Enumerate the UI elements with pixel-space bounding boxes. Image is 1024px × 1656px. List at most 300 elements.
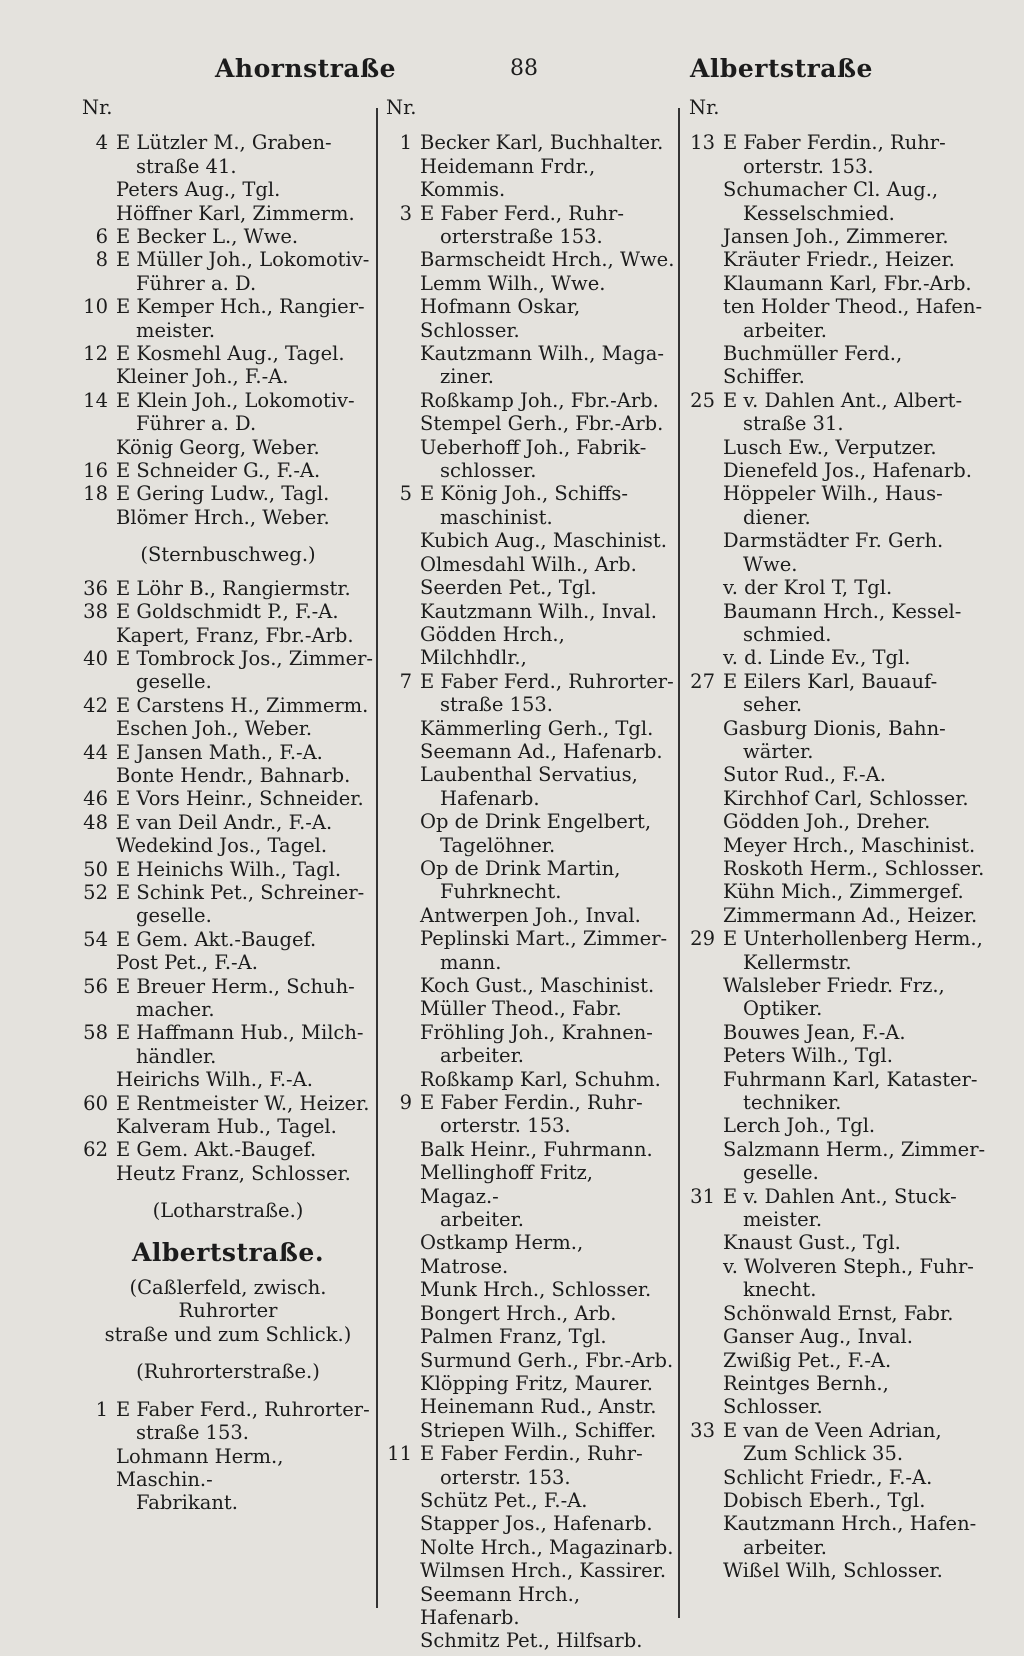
directory-entry — [386, 1512, 676, 1535]
directory-entry — [689, 1512, 989, 1559]
directory-entry — [386, 810, 676, 857]
resident-text: E Gering Ludw., Tagl. — [116, 482, 330, 506]
resident-text-continued: seher. — [743, 693, 803, 717]
directory-entry — [82, 225, 374, 248]
house-number: 16 — [83, 459, 108, 483]
directory-entry — [386, 1395, 676, 1418]
directory-entry — [82, 365, 374, 388]
directory-entry — [689, 1349, 989, 1372]
resident-text: Heirichs Wilh., F.-A. — [116, 1068, 313, 1092]
street-section-description: (Caßlerfeld, zwisch. Ruhrorter — [129, 1276, 327, 1323]
resident-text-continued: Zum Schlick 35. — [743, 1442, 904, 1466]
directory-entry — [386, 1231, 676, 1278]
entry-list — [689, 131, 989, 1582]
directory-entry — [82, 951, 374, 974]
house-number: 31 — [690, 1184, 715, 1208]
directory-entry — [82, 881, 374, 928]
resident-text: E Müller Joh., Lokomotiv- — [116, 248, 370, 272]
directory-entry — [82, 1068, 374, 1091]
resident-text: Dobisch Eberh., Tgl. — [723, 1488, 926, 1512]
resident-text: Müller Theod., Fabr. — [420, 997, 622, 1021]
directory-entry — [386, 1583, 676, 1630]
directory-entry — [689, 1068, 989, 1115]
resident-text: Op de Drink Martin, — [420, 856, 621, 880]
resident-text-continued: arbeiter. — [743, 318, 827, 342]
resident-text-continued: händler. — [136, 1044, 217, 1068]
resident-text: Olmesdahl Wilh., Arb. — [420, 552, 637, 576]
house-number: 52 — [83, 880, 108, 904]
directory-entry — [689, 1231, 989, 1254]
resident-text: Schönwald Ernst, Fabr. — [723, 1301, 954, 1325]
resident-text-continued: orterstr. 153. — [743, 154, 874, 178]
resident-text: Meyer Hrch., Maschinist. — [723, 833, 976, 857]
directory-entry — [82, 1162, 374, 1185]
resident-text: Post Pet., F.-A. — [116, 951, 258, 975]
directory-entry — [386, 974, 676, 997]
house-number: 60 — [83, 1091, 108, 1115]
directory-entry — [386, 763, 676, 810]
directory-entry — [386, 997, 676, 1020]
resident-text-continued: geselle. — [743, 1161, 819, 1185]
directory-entry — [386, 1161, 676, 1231]
directory-entry — [689, 1185, 989, 1232]
resident-text-continued: Kellermstr. — [743, 950, 852, 974]
page-number: 88 — [510, 56, 538, 81]
resident-text: Laubenthal Servatius, — [420, 763, 638, 787]
resident-text: Bouwes Jean, F.-A. — [723, 1020, 906, 1044]
column-divider-1 — [376, 108, 378, 1608]
entry-list — [82, 131, 374, 529]
resident-text-continued: diener. — [743, 505, 811, 529]
resident-text: Kautzmann Wilh., Inval. — [420, 599, 657, 623]
directory-entry — [82, 694, 374, 717]
directory-entry — [386, 1629, 676, 1652]
resident-text: Lerch Joh., Tgl. — [723, 1114, 876, 1138]
directory-entry — [689, 1114, 989, 1137]
directory-entry — [689, 927, 989, 974]
resident-text: Op de Drink Engelbert, — [420, 810, 652, 834]
directory-entry — [689, 810, 989, 833]
resident-text: E Tombrock Jos., Zimmer- — [116, 646, 374, 670]
resident-text-continued: orterstr. 153. — [440, 1465, 571, 1489]
resident-text: Gasburg Dionis, Bahn- — [723, 716, 946, 740]
resident-text-continued: techniker. — [743, 1091, 842, 1115]
directory-entry — [82, 647, 374, 694]
directory-entry — [82, 436, 374, 459]
directory-entry — [82, 1398, 374, 1445]
resident-text-continued: meister. — [743, 1208, 823, 1232]
resident-text: ten Holder Theod., Hafen- — [723, 295, 983, 319]
house-number: 48 — [83, 810, 108, 834]
resident-text: Kräuter Friedr., Heizer. — [723, 248, 955, 272]
resident-text: Roßkamp Karl, Schuhm. — [420, 1067, 661, 1091]
resident-text: E Faber Ferdin., Ruhr- — [420, 1442, 643, 1466]
resident-text: Mellinghoff Fritz, Magaz.- — [420, 1161, 594, 1208]
directory-entry — [689, 131, 989, 178]
directory-entry — [82, 928, 374, 951]
house-number: 54 — [83, 927, 108, 951]
resident-text: E van de Veen Adrian, — [723, 1418, 942, 1442]
directory-entry — [386, 248, 676, 271]
resident-text: E Klein Joh., Lokomotiv- — [116, 388, 355, 412]
resident-text-continued: geselle. — [136, 670, 212, 694]
resident-text: Kalveram Hub., Tagel. — [116, 1115, 337, 1139]
resident-text: Ostkamp Herm., Matrose. — [420, 1231, 584, 1278]
resident-text-continued: wärter. — [743, 739, 814, 763]
directory-entry — [82, 1115, 374, 1138]
resident-text-continued: ziner. — [440, 365, 494, 389]
directory-entry — [386, 1325, 676, 1348]
resident-text: Höffner Karl, Zimmerm. — [116, 201, 355, 225]
resident-text: Becker Karl, Buchhalter. — [420, 131, 664, 155]
directory-entry — [386, 482, 676, 529]
resident-text: Kautzmann Wilh., Maga- — [420, 342, 664, 366]
resident-text: Stapper Jos., Hafenarb. — [420, 1512, 653, 1536]
resident-text-continued: straße 153. — [136, 1421, 249, 1445]
directory-entry — [689, 529, 989, 576]
directory-entry — [689, 1021, 989, 1044]
directory-entry — [689, 1138, 989, 1185]
directory-entry — [689, 1466, 989, 1489]
directory-entry — [82, 834, 374, 857]
directory-entry — [689, 600, 989, 647]
resident-text: Darmstädter Fr. Gerh. — [723, 529, 944, 553]
resident-text: Sutor Rud., F.-A. — [723, 763, 886, 787]
directory-entry — [689, 717, 989, 764]
resident-text-continued: straße 31. — [743, 412, 844, 436]
resident-text: Knaust Gust., Tgl. — [723, 1231, 901, 1255]
resident-text: E Goldschmidt P., F.-A. — [116, 600, 339, 624]
resident-text: E Unterhollenberg Herm., — [723, 927, 983, 951]
resident-text: Kautzmann Hrch., Hafen- — [723, 1512, 977, 1536]
directory-entry — [689, 646, 989, 669]
resident-text-continued: Führer a. D. — [136, 412, 257, 436]
directory-entry — [689, 1044, 989, 1067]
column-2 — [386, 96, 676, 1653]
resident-text: E v. Dahlen Ant., Albert- — [723, 388, 963, 412]
resident-text: Lusch Ew., Verputzer. — [723, 435, 937, 459]
resident-text-continued: schlosser. — [440, 459, 537, 483]
house-number: 56 — [83, 974, 108, 998]
resident-text: Peters Aug., Tgl. — [116, 178, 281, 202]
directory-entry — [82, 764, 374, 787]
directory-entry — [689, 834, 989, 857]
resident-text: E van Deil Andr., F.-A. — [116, 810, 333, 834]
directory-entry — [689, 1255, 989, 1302]
resident-text: Striepen Wilh., Schiffer. — [420, 1418, 657, 1442]
resident-text: Surmund Gerh., Fbr.-Arb. — [420, 1348, 674, 1372]
directory-entry — [386, 412, 676, 435]
resident-text: Salzmann Herm., Zimmer- — [723, 1137, 986, 1161]
resident-text: Balk Heinr., Fuhrmann. — [420, 1137, 653, 1161]
resident-text: König Georg, Weber. — [116, 435, 320, 459]
resident-text: E Faber Ferd., Ruhrorter- — [420, 669, 674, 693]
house-number: 11 — [387, 1442, 412, 1466]
resident-text: Nolte Hrch., Magazinarb. — [420, 1535, 674, 1559]
directory-entry — [82, 389, 374, 436]
resident-text: E Kemper Hch., Rangier- — [116, 295, 365, 319]
resident-text: Gödden Hrch., Milchhdlr., — [420, 622, 565, 670]
directory-entry — [689, 1302, 989, 1325]
directory-entry — [689, 295, 989, 342]
house-number: 3 — [399, 201, 412, 225]
house-number: 25 — [690, 388, 715, 412]
house-number: 7 — [399, 669, 412, 693]
directory-entry — [386, 927, 676, 974]
resident-text-continued: arbeiter. — [743, 1535, 827, 1559]
directory-entry — [386, 1138, 676, 1161]
resident-text-continued: Hafenarb. — [440, 786, 540, 810]
house-number: 1 — [95, 1397, 108, 1421]
resident-text: E Faber Ferdin., Ruhr- — [723, 131, 946, 155]
house-number: 5 — [399, 482, 412, 506]
directory-entry — [386, 1419, 676, 1442]
directory-entry — [82, 600, 374, 623]
resident-text-continued: Wwe. — [743, 552, 798, 576]
directory-entry — [689, 459, 989, 482]
resident-text: Ueberhoff Joh., Fabrik- — [420, 435, 647, 459]
house-number: 44 — [83, 740, 108, 764]
directory-entry — [82, 1021, 374, 1068]
directory-entry — [82, 1445, 374, 1515]
resident-text: Schmitz Pet., Hilfsarb. — [420, 1629, 643, 1653]
directory-entry — [386, 1278, 676, 1301]
resident-text: Antwerpen Joh., Inval. — [420, 903, 641, 927]
resident-text: Palmen Franz, Tgl. — [420, 1325, 607, 1349]
directory-entry — [689, 1489, 989, 1512]
resident-text: Kühn Mich., Zimmergef. — [723, 880, 964, 904]
resident-text-continued: knecht. — [743, 1278, 817, 1302]
directory-entry — [689, 1325, 989, 1348]
resident-text-continued: maschinist. — [440, 505, 553, 529]
resident-text: Klaumann Karl, Fbr.-Arb. — [723, 271, 972, 295]
resident-text-continued: orterstraße 153. — [440, 225, 603, 249]
resident-text: Kleiner Joh., F.-A. — [116, 365, 289, 389]
house-number: 18 — [83, 482, 108, 506]
directory-entry — [689, 904, 989, 927]
directory-entry — [82, 482, 374, 505]
entry-list — [82, 1398, 374, 1515]
resident-text: Buchmüller Ferd., Schiffer. — [723, 342, 903, 389]
street-section-title: Albertstraße. — [131, 1237, 325, 1267]
resident-text: Zwißig Pet., F.-A. — [723, 1348, 892, 1372]
header-left-street: Ahornstraße — [215, 54, 396, 83]
directory-entry — [82, 577, 374, 600]
house-number: 50 — [83, 857, 108, 881]
resident-text-continued: geselle. — [136, 904, 212, 928]
house-number: 33 — [690, 1418, 715, 1442]
resident-text: Bonte Hendr., Bahnarb. — [116, 763, 351, 787]
resident-text: Fröhling Joh., Krahnen- — [420, 1020, 653, 1044]
resident-text-continued: Fabrikant. — [136, 1491, 238, 1515]
house-number: 6 — [95, 225, 108, 249]
nr-label: Nr. — [82, 96, 113, 119]
header-right-street: Albertstraße — [690, 54, 873, 83]
directory-entry — [386, 1021, 676, 1068]
house-number: 8 — [95, 248, 108, 272]
entry-list — [82, 577, 374, 1186]
resident-text: Zimmermann Ad., Heizer. — [723, 903, 978, 927]
directory-entry — [689, 272, 989, 295]
resident-text-continued: Fuhrknecht. — [440, 880, 562, 904]
resident-text: E Faber Ferdin., Ruhr- — [420, 1091, 643, 1115]
resident-text: E Vors Heinr., Schneider. — [116, 787, 364, 811]
directory-entry — [689, 763, 989, 786]
resident-text: E v. Dahlen Ant., Stuck- — [723, 1184, 957, 1208]
directory-entry — [689, 974, 989, 1021]
resident-text: Seemann Ad., Hafenarb. — [420, 739, 663, 763]
resident-text: E Becker L., Wwe. — [116, 225, 299, 249]
directory-entry — [386, 553, 676, 576]
resident-text: Munk Hrch., Schlosser. — [420, 1278, 652, 1302]
directory-entry — [689, 1372, 989, 1419]
directory-entry — [82, 342, 374, 365]
directory-entry — [386, 576, 676, 599]
directory-entry — [386, 529, 676, 552]
resident-text-continued: arbeiter. — [440, 1208, 524, 1232]
cross-street-label: (Sternbuschweg.) — [140, 543, 316, 567]
resident-text: E Löhr B., Rangiermstr. — [116, 576, 351, 600]
resident-text: Lemm Wilh., Wwe. — [420, 271, 606, 295]
resident-text: Kämmerling Gerh., Tgl. — [420, 716, 654, 740]
directory-entry — [689, 857, 989, 880]
resident-text: Peplinski Mart., Zimmer- — [420, 927, 668, 951]
house-number: 62 — [83, 1138, 108, 1162]
nr-label: Nr. — [689, 96, 720, 119]
house-number: 58 — [83, 1021, 108, 1045]
directory-entry — [82, 459, 374, 482]
directory-entry — [386, 1068, 676, 1091]
resident-text: Roskoth Herm., Schlosser. — [723, 856, 985, 880]
house-number: 46 — [83, 787, 108, 811]
resident-text: Schumacher Cl. Aug., — [723, 178, 939, 202]
directory-entry — [82, 624, 374, 647]
directory-entry — [689, 436, 989, 459]
nr-label: Nr. — [386, 96, 417, 119]
resident-text: E Rentmeister W., Heizer. — [116, 1091, 370, 1115]
resident-text: Schlicht Friedr., F.-A. — [723, 1465, 933, 1489]
resident-text: E Gem. Akt.-Baugef. — [116, 1138, 317, 1162]
resident-text: Blömer Hrch., Weber. — [116, 505, 330, 529]
directory-entry — [689, 225, 989, 248]
directory-entry — [82, 1138, 374, 1161]
directory-entry — [689, 670, 989, 717]
resident-text-continued: straße 153. — [440, 693, 553, 717]
directory-entry — [386, 1349, 676, 1372]
house-number: 10 — [83, 295, 108, 319]
resident-text: Kapert, Franz, Fbr.-Arb. — [116, 623, 354, 647]
resident-text-continued: macher. — [136, 998, 215, 1022]
resident-text-continued: Tagelöhner. — [440, 833, 556, 857]
directory-entry — [82, 506, 374, 529]
resident-text: Dienefeld Jos., Hafenarb. — [723, 459, 972, 483]
resident-text: Fuhrmann Karl, Kataster- — [723, 1067, 978, 1091]
directory-entry — [386, 1559, 676, 1582]
resident-text: Koch Gust., Maschinist. — [420, 974, 655, 998]
directory-entry — [386, 740, 676, 763]
column-3 — [689, 96, 989, 1583]
entry-list — [386, 131, 676, 1652]
resident-text: E Faber Ferd., Ruhr- — [420, 201, 624, 225]
resident-text: E Breuer Herm., Schuh- — [116, 974, 355, 998]
house-number: 27 — [690, 669, 715, 693]
resident-text: Eschen Joh., Weber. — [116, 717, 313, 741]
directory-entry — [689, 1419, 989, 1466]
directory-entry — [386, 131, 676, 154]
directory-entry — [386, 600, 676, 623]
directory-entry — [386, 1489, 676, 1512]
directory-entry — [386, 272, 676, 295]
resident-text: Seemann Hrch., Hafenarb. — [420, 1582, 581, 1629]
resident-text-continued: Optiker. — [743, 997, 823, 1021]
resident-text-continued: schmied. — [743, 622, 832, 646]
house-number: 4 — [95, 131, 108, 155]
resident-text-continued: Führer a. D. — [136, 271, 257, 295]
directory-entry — [82, 858, 374, 881]
resident-text: Gödden Joh., Dreher. — [723, 810, 931, 834]
house-number: 36 — [83, 576, 108, 600]
resident-text: Heidemann Frdr., Kommis. — [420, 154, 596, 202]
resident-text: E Faber Ferd., Ruhrorter- — [116, 1397, 370, 1421]
directory-entry — [82, 741, 374, 764]
directory-entry — [689, 576, 989, 599]
house-number: 1 — [399, 131, 412, 155]
directory-entry — [386, 717, 676, 740]
house-number: 14 — [83, 388, 108, 412]
resident-text: E Eilers Karl, Bauauf- — [723, 669, 938, 693]
directory-entry — [386, 1536, 676, 1559]
resident-text: Roßkamp Joh., Fbr.-Arb. — [420, 388, 659, 412]
resident-text: E Haffmann Hub., Milch- — [116, 1021, 364, 1045]
resident-text: Wißel Wilh, Schlosser. — [723, 1559, 943, 1583]
house-number: 40 — [83, 646, 108, 670]
resident-text: Barmscheidt Hrch., Wwe. — [420, 248, 675, 272]
resident-text: Klöpping Fritz, Maurer. — [420, 1371, 653, 1395]
resident-text: Wilmsen Hrch., Kassirer. — [420, 1559, 667, 1583]
resident-text: Jansen Joh., Zimmerer. — [723, 225, 949, 249]
resident-text-continued: arbeiter. — [440, 1044, 524, 1068]
resident-text: E König Joh., Schiffs- — [420, 482, 628, 506]
resident-text: Kubich Aug., Maschinist. — [420, 529, 667, 553]
resident-text: Seerden Pet., Tgl. — [420, 576, 597, 600]
directory-entry — [689, 248, 989, 271]
resident-text: v. Wolveren Steph., Fuhr- — [723, 1254, 974, 1278]
directory-entry — [82, 295, 374, 342]
cross-street-label: (Ruhrorterstraße.) — [136, 1360, 320, 1384]
directory-entry — [82, 248, 374, 295]
directory-entry — [82, 202, 374, 225]
directory-entry — [689, 482, 989, 529]
resident-text: Stempel Gerh., Fbr.-Arb. — [420, 412, 664, 436]
directory-entry — [386, 155, 676, 202]
resident-text: Bongert Hrch., Arb. — [420, 1301, 617, 1325]
resident-text: E Lützler M., Graben- — [116, 131, 332, 155]
directory-entry — [82, 1092, 374, 1115]
directory-entry — [386, 389, 676, 412]
resident-text: v. der Krol T, Tgl. — [723, 576, 893, 600]
house-number: 12 — [83, 342, 108, 366]
resident-text: Walsleber Friedr. Frz., — [723, 974, 945, 998]
directory-entry — [386, 1442, 676, 1489]
resident-text-continued: mann. — [440, 950, 502, 974]
resident-text: Kirchhof Carl, Schlosser. — [723, 786, 969, 810]
resident-text: E Jansen Math., F.-A. — [116, 740, 323, 764]
street-section-description: straße und zum Schlick.) — [104, 1322, 352, 1346]
directory-entry — [82, 811, 374, 834]
directory-entry — [689, 1559, 989, 1582]
resident-text: Reintges Bernh., Schlosser. — [723, 1371, 889, 1419]
directory-entry — [386, 1372, 676, 1395]
